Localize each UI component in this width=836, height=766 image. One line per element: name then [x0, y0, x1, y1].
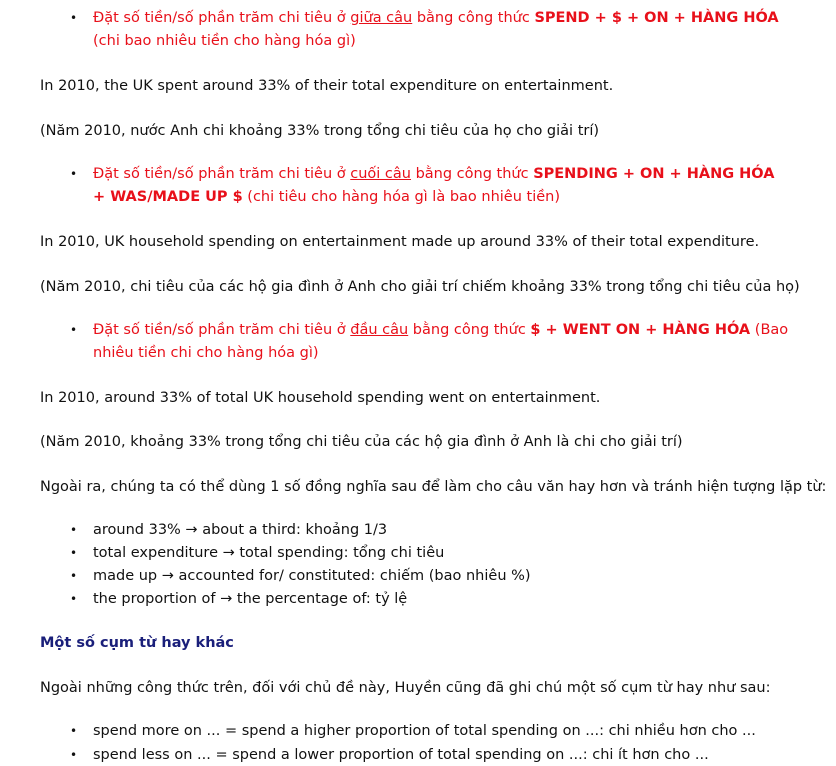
list-item: • total expenditure → total spending: tổng chi tiêu — [70, 542, 444, 564]
section-heading: Một số cụm từ hay khác — [40, 635, 234, 651]
bullet-icon: • — [70, 724, 78, 738]
bullet-icon: • — [70, 569, 78, 583]
bullet-icon: • — [70, 546, 78, 560]
list-item: • spend more on ... = spend a higher proportion of total spending on ...: chi nhiều hơn cho ... — [70, 720, 756, 742]
list-item: • spend less on ... = spend a lower proportion of total spending on ...: chi ít hơn cho ... — [70, 744, 709, 766]
synonyms-intro: Ngoài ra, chúng ta có thể dùng 1 số đồng nghĩa sau để làm cho câu văn hay hơn và tránh hiện tượng lặp từ: — [40, 479, 827, 495]
example-middle-en: In 2010, the UK spent around 33% of their total expenditure on entertainment. — [40, 78, 614, 94]
rule-middle-text: Đặt số tiền/số phần trăm chi tiêu ở giữa câu bằng công thức SPEND + $ + ON + HÀNG HÓA (chi bao nhiêu tiền cho hàng hóa gì) — [93, 10, 779, 49]
example-end-en: In 2010, UK household spending on entertainment made up around 33% of their total expenditure. — [40, 234, 760, 250]
example-start-en: In 2010, around 33% of total UK household spending went on entertainment. — [40, 390, 601, 406]
rule-start-text: Đặt số tiền/số phần trăm chi tiêu ở đầu câu bằng công thức $ + WENT ON + HÀNG HÓA (Bao nhiêu tiền chi cho hàng hóa gì) — [93, 322, 789, 361]
bullet-icon: • — [70, 323, 78, 337]
bullet-icon: • — [70, 592, 78, 606]
bullet-icon: • — [70, 748, 78, 762]
example-middle-vi: (Năm 2010, nước Anh chi khoảng 33% trong tổng chi tiêu của họ cho giải trí) — [40, 123, 600, 139]
bullet-icon: • — [70, 523, 78, 537]
rule-end-item — [70, 163, 790, 209]
rule-end-text: Đặt số tiền/số phần trăm chi tiêu ở cuối câu bằng công thức SPENDING + ON + HÀNG HÓA + WAS/MADE UP $ (chi tiêu cho hàng hóa gì là bao nhiêu tiền) — [93, 166, 775, 205]
example-end-vi: (Năm 2010, chi tiêu của các hộ gia đình ở Anh cho giải trí chiếm khoảng 33% trong tổng chi tiêu của họ) — [40, 279, 800, 295]
rule-start-item — [70, 319, 790, 365]
list-item: • around 33% → about a third: khoảng 1/3 — [70, 519, 387, 541]
example-start-vi: (Năm 2010, khoảng 33% trong tổng chi tiêu của các hộ gia đình ở Anh là chi cho giải trí) — [40, 434, 683, 450]
list-item: • the proportion of → the percentage of: tỷ lệ — [70, 588, 407, 610]
list-item: • made up → accounted for/ constituted: chiếm (bao nhiêu %) — [70, 565, 531, 587]
rule-middle-item — [70, 7, 790, 53]
phrases-intro: Ngoài những công thức trên, đối với chủ đề này, Huyền cũng đã ghi chú một số cụm từ hay như sau: — [40, 680, 771, 696]
bullet-icon: • — [70, 11, 78, 25]
bullet-icon: • — [70, 167, 78, 181]
